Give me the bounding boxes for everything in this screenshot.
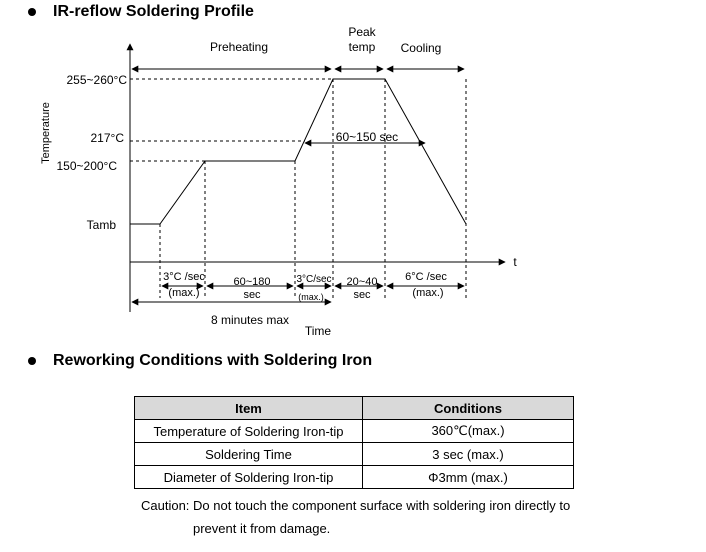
table-row — [135, 420, 574, 443]
temp-label-preheat: 150~200°C — [56, 159, 117, 173]
phase-peak-line2: temp — [348, 40, 376, 54]
rework-section-title: Reworking Conditions with Soldering Iron — [53, 352, 373, 369]
caution-line-2: prevent it from damage. — [193, 521, 331, 536]
table-cell: Φ3mm (max.) — [363, 466, 574, 489]
phase-cooling: Cooling — [400, 41, 442, 55]
y-axis-label: Temperature — [40, 102, 52, 164]
temp-label-peak: 255~260°C — [66, 73, 127, 87]
table-header-row — [135, 397, 574, 420]
table-row — [135, 443, 574, 466]
x-axis-t-label: t — [513, 255, 517, 269]
rate1-line1: 3°C /sec — [163, 271, 205, 283]
table-row — [135, 466, 574, 489]
rate3-line1: 6°C /sec — [405, 271, 447, 283]
rate3-line2: (max.) — [412, 287, 444, 299]
phase-preheating: Preheating — [209, 40, 269, 54]
table-cell: 360℃(max.) — [363, 420, 574, 443]
rate2-line2: (max.) — [298, 292, 324, 302]
table-cell: 3 sec (max.) — [363, 443, 574, 466]
phase-peak-line1: Peak — [348, 25, 376, 39]
table-cell: Temperature of Soldering Iron-tip — [135, 420, 363, 443]
rework-conditions-table — [134, 396, 574, 489]
bullet-icon — [28, 357, 36, 365]
span-60-150-label: 60~150 sec — [335, 130, 399, 144]
dur2-line2: sec — [353, 289, 371, 301]
x-axis-time-label: Time — [304, 324, 332, 338]
table-cell: Diameter of Soldering Iron-tip — [135, 466, 363, 489]
profile-section-title: IR-reflow Soldering Profile — [53, 3, 254, 20]
dur1-line1: 60~180 — [233, 276, 271, 288]
total-time-label: 8 minutes max — [210, 313, 290, 327]
temp-label-217: 217°C — [90, 131, 124, 145]
dur1-line2: sec — [243, 289, 261, 301]
caution-line-1: Caution: Do not touch the component surface with soldering iron directly to — [141, 498, 571, 513]
rate2-line1: 3°C/sec — [296, 274, 332, 285]
temperature-profile-curve — [130, 79, 466, 224]
rate1-line2: (max.) — [168, 287, 200, 299]
dur2-line1: 20~40 — [346, 276, 378, 288]
temp-label-tamb: Tamb — [86, 218, 116, 232]
header-item: Item — [135, 397, 363, 420]
table-cell: Soldering Time — [135, 443, 363, 466]
header-conditions: Conditions — [363, 397, 574, 420]
